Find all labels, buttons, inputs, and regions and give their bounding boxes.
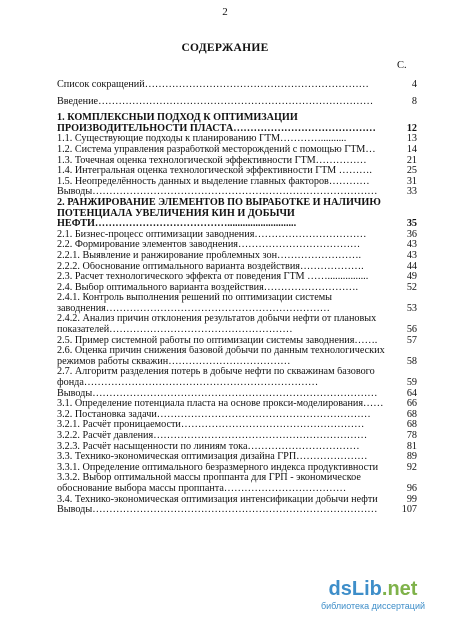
toc-entry-page: 36	[406, 228, 417, 240]
watermark	[308, 578, 438, 611]
toc-entry	[57, 463, 417, 474]
watermark-subtitle: библиотека диссертаций	[320, 601, 425, 611]
toc-entry-title: Выводы…………………………………………………………………………	[57, 187, 378, 198]
toc-entry	[57, 97, 417, 108]
toc-entry-page: 59	[406, 377, 417, 389]
toc-entry-page: 44	[406, 260, 417, 272]
toc-entry-title: 2.5. Пример системной работы по оптимизации системы заводнения…….	[57, 335, 378, 346]
toc-entry-page: 68	[406, 419, 417, 431]
toc-entry-title: 3.2. Постановка задачи………………………………………………………	[57, 409, 371, 420]
toc-entry-page: 56	[406, 324, 417, 336]
toc-entry-page: 78	[406, 430, 417, 441]
toc-entry-page: 12	[406, 122, 417, 134]
toc-entry-page: 4	[411, 79, 417, 90]
toc-entry-page: 96	[406, 482, 417, 494]
toc-entry-page: 81	[406, 440, 417, 452]
toc-entry	[57, 452, 417, 463]
toc-entry-page: 33	[406, 186, 417, 198]
toc-entry	[57, 495, 417, 506]
toc-entry	[57, 346, 417, 367]
toc-entry	[57, 314, 417, 335]
toc-entry	[57, 230, 417, 241]
toc-entry-title: 1.5. Неопределённость данных и выделение главных факторов…………	[57, 176, 370, 187]
toc-entry-title: 1.3. Точечная оценка технологической эффективности ГТМ……………	[57, 155, 367, 166]
toc-entry	[57, 389, 417, 400]
toc-entry-title: 2.2. Формирование элементов заводнения………………………………	[57, 240, 361, 251]
toc-entry-title: 2.1. Бизнес-процесс оптимизации заводнения……………………………	[57, 229, 367, 240]
toc-entry	[57, 272, 417, 283]
toc-entry-page: 14	[406, 143, 417, 155]
toc-entry-page: 49	[406, 271, 417, 283]
toc-entry-title: Введение………………………………………………………………………	[57, 96, 374, 107]
page-title: СОДЕРЖАНИЕ	[181, 42, 269, 54]
table-of-contents	[57, 74, 417, 516]
toc-entry-page: 64	[406, 387, 417, 399]
toc-entry-title: 1.4. Интегральная оценка технологической эффективности ГТМ ……….	[57, 166, 372, 177]
toc-entry	[57, 262, 417, 273]
toc-entry-title: 3.3.2. Выбор оптимальной массы проппанта для ГРП - экономическое обоснование выбора массы проппанта………………………………	[57, 473, 361, 494]
toc-entry-title: 2.4.2. Анализ причин отклонения результатов добычи нефти от плановых показателей………………………………………………	[57, 314, 377, 336]
toc-entry-title: 2.2.2. Обоснование оптимального варианта воздействия……………….	[57, 261, 364, 272]
toc-entry	[57, 145, 417, 156]
toc-entry	[57, 367, 417, 388]
toc-entry-title: 1.2. Система управления разработкой месторождений с помощью ГТМ…	[57, 144, 376, 155]
toc-entry	[57, 187, 417, 198]
toc-entry-title: 3.3.1. Определение оптимального безразмерного индекса продуктивности	[57, 462, 379, 473]
toc-entry-page: 66	[406, 398, 417, 410]
toc-entry-page: 25	[406, 165, 417, 177]
toc-entry-page: 68	[406, 408, 417, 420]
toc-entry-title: 3.1. Определение потенциала пласта на основе прокси-моделирования……	[57, 399, 384, 410]
page-column-label: С.	[397, 60, 407, 71]
toc-entry-page: 99	[406, 493, 417, 505]
toc-entry-page: 21	[406, 154, 417, 166]
toc-entry-page: 13	[406, 133, 417, 145]
toc-entry	[57, 177, 417, 188]
toc-entry-title: 2. РАНЖИРОВАНИЕ ЭЛЕМЕНТОВ ПО ВЫРАБОТКЕ И НАЛИЧИЮ ПОТЕНЦИАЛА УВЕЛИЧЕНИЯ КИН И ДОБЫЧИ НЕФТИ…………………………………...........................	[57, 197, 381, 230]
toc-entry-page: 57	[406, 334, 417, 346]
toc-entry-page: 35	[406, 218, 417, 230]
toc-entry	[57, 505, 417, 516]
toc-entry-title: 3.2.3. Расчёт насыщенности по линиям тока……………………………	[57, 441, 360, 452]
toc-entry-title: 2.6. Оценка причин снижения базовой добычи по данным технологических режимов работы скважин………………………………	[57, 346, 385, 367]
toc-entry-title: Выводы…………………………………………………………………………	[57, 505, 378, 516]
toc-entry-title: 1. КОМПЛЕКСНЫЙ ПОДХОД К ОПТИМИЗАЦИИ ПРОИЗВОДИТЕЛЬНОСТИ ПЛАСТА……………………………………	[57, 113, 376, 134]
toc-entry	[57, 293, 417, 314]
toc-entry	[57, 156, 417, 167]
toc-entry	[57, 473, 417, 494]
toc-entry-page: 43	[406, 239, 417, 251]
toc-entry-page: 43	[406, 249, 417, 261]
toc-entry-title: 2.4.1. Контроль выполнения решений по оптимизации системы заводнения…………………………………………………………	[57, 293, 333, 314]
toc-entry	[57, 431, 417, 442]
toc-entry-title: 3.2.2. Расчёт давления………………………………………………………	[57, 431, 368, 441]
toc-entry	[57, 240, 417, 251]
toc-entry-title: 1.1. Существующие подходы к планированию ГТМ…………..........	[57, 134, 347, 145]
toc-entry-page: 53	[406, 302, 417, 314]
toc-entry-title: Выводы…………………………………………………………………………	[57, 388, 378, 399]
page-number: 2	[222, 6, 228, 18]
watermark-logo-tld: .net	[381, 578, 418, 600]
toc-entry	[57, 251, 417, 262]
toc-entry	[57, 442, 417, 453]
toc-entry	[57, 399, 417, 410]
toc-entry-title: 2.7. Алгоритм разделения потерь в добыче нефти по скважинам базового фонда……………………………………………………………	[57, 367, 375, 389]
toc-entry	[57, 113, 417, 134]
toc-entry-title: 3.4. Технико-экономическая оптимизация интенсификации добычи нефти	[57, 494, 378, 505]
toc-entry-page: 92	[406, 461, 417, 473]
watermark-logo-main: dsLib	[328, 578, 382, 600]
toc-entry-page: 8	[411, 95, 417, 107]
toc-entry-page: 89	[406, 451, 417, 463]
toc-entry	[57, 166, 417, 177]
watermark-logo	[308, 578, 438, 601]
toc-entry-title: 2.3. Расчет технологического эффекта от поведения ГТМ ……................	[57, 272, 369, 283]
toc-entry	[57, 410, 417, 421]
toc-entry-page: 31	[406, 175, 417, 187]
toc-entry	[57, 80, 417, 91]
toc-entry-title: 3.3. Технико-экономическая оптимизация дизайна ГРП…………………	[57, 452, 368, 463]
toc-entry-title: 2.2.1. Выявление и ранжирование проблемных зон…………………….	[57, 250, 362, 261]
toc-entry	[57, 134, 417, 145]
toc-entry	[57, 336, 417, 347]
toc-entry	[57, 198, 417, 230]
toc-entry	[57, 283, 417, 294]
toc-entry-page: 107	[401, 504, 417, 516]
toc-entry-page: 52	[406, 281, 417, 293]
toc-entry-title: 3.2.1. Расчёт проницаемости………………………………………………	[57, 420, 365, 431]
toc-entry-page: 58	[406, 355, 417, 367]
toc-entry-title: Список сокращений…………………………………………………………	[57, 80, 369, 90]
toc-entry	[57, 420, 417, 431]
toc-entry-title: 2.4. Выбор оптимального варианта воздействия……………………….	[57, 282, 359, 293]
